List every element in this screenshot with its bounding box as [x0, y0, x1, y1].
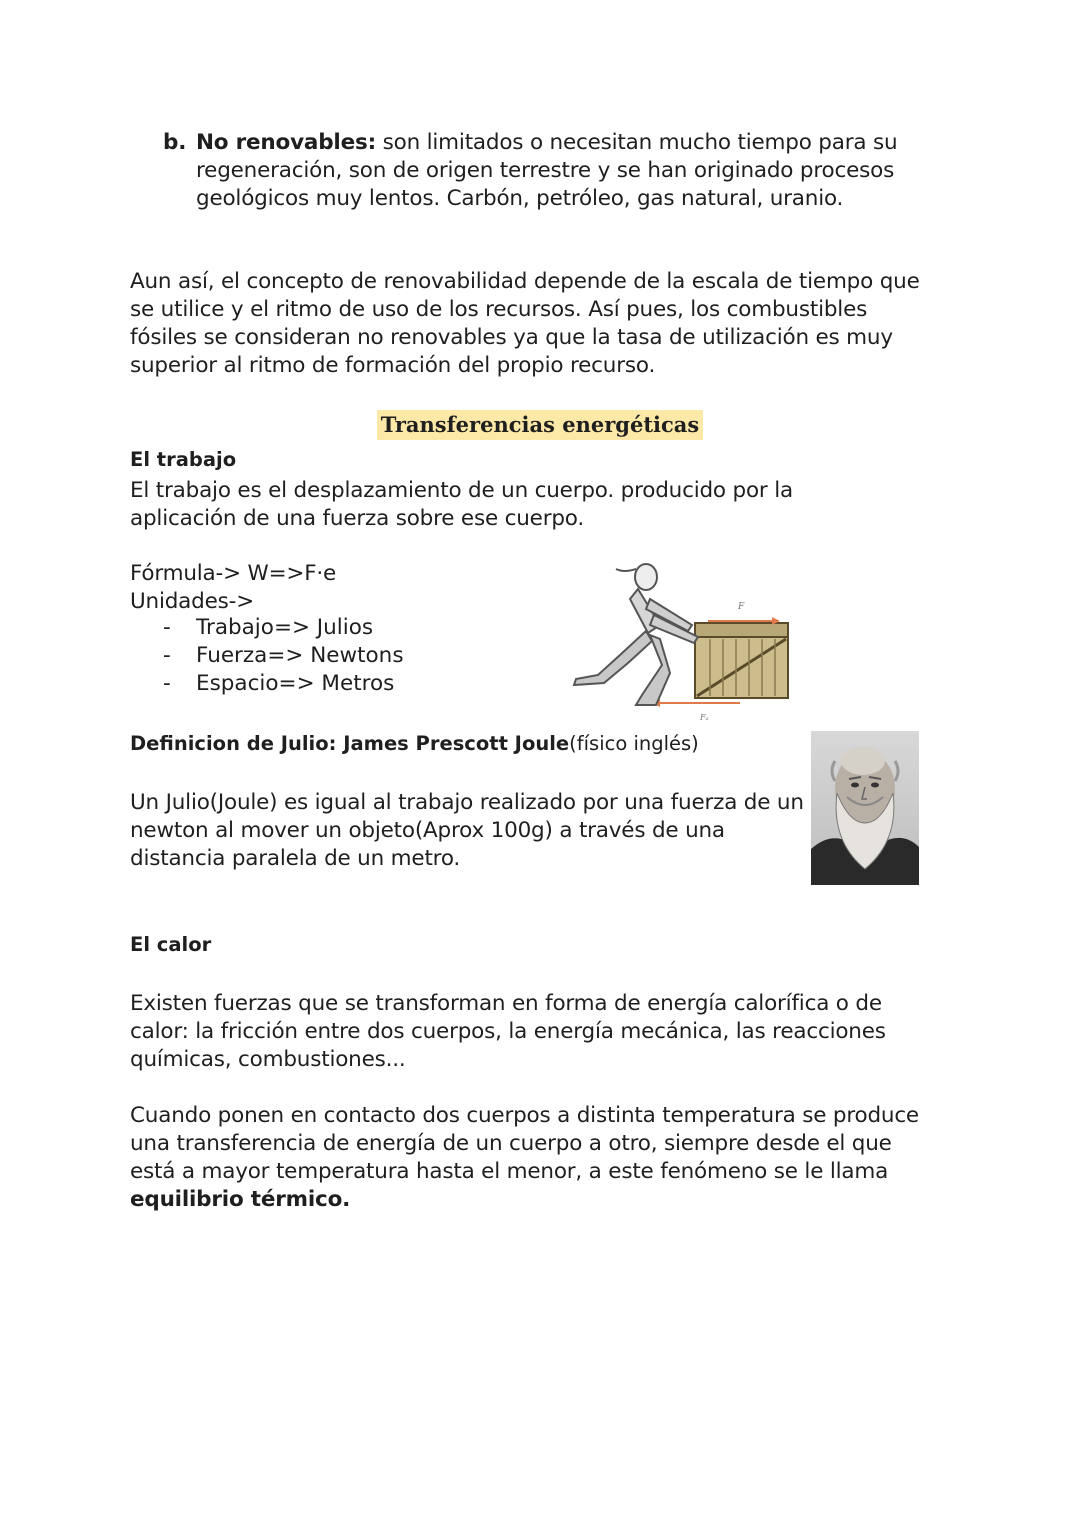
paragraph-trabajo: El trabajo es el desplazamiento de un cuerpo. producido por la aplicación de una fuerza sobre ese cuerpo.	[130, 478, 793, 531]
term-equilibrio-termico: equilibrio térmico	[130, 1187, 343, 1212]
paragraph-calor-1: Existen fuerzas que se transforman en forma de energía calorífica o de calor: la fricción entre dos cuerpos, la energía mecánica, las reacciones químicas, combustiones...	[130, 991, 886, 1072]
formula-line: Fórmula-> W=>F·e	[130, 561, 337, 586]
section-title: Transferencias energéticas	[377, 410, 703, 440]
heading-calor: El calor	[130, 933, 212, 956]
list-item-text: son limitados o necesitan mucho tiempo para su regeneración, son de origen terrestre y se han originado procesos geológicos muy lentos. Carbón, petróleo, gas natural, uranio.	[196, 130, 898, 211]
person-pushing-crate-illustration	[560, 555, 800, 725]
julio-definition-rest: (físico inglés)	[569, 732, 699, 755]
paragraph-julio: Un Julio(Joule) es igual al trabajo realizado por una fuerza de un newton al mover un objeto(Aprox 100g) a través de una distancia paralela de un metro.	[130, 790, 804, 871]
units-label: Unidades->	[130, 589, 255, 614]
force-label: F	[738, 602, 745, 612]
joule-portrait-image	[811, 731, 919, 885]
paragraph-calor-2-text: Cuando ponen en contacto dos cuerpos a distinta temperatura se produce una transferencia de energía de un cuerpo a otro, siempre desde el que está a mayor temperatura hasta el menor, a este fenómeno se le llama	[130, 1103, 919, 1184]
list-marker: b.	[163, 130, 187, 155]
units-list-item	[163, 642, 404, 670]
units-item-text: Fuerza=> Newtons	[196, 643, 404, 668]
section-title-wrap	[0, 410, 1080, 440]
list-item-body	[196, 129, 936, 213]
paragraph-calor-2	[130, 1102, 930, 1214]
units-list-item	[163, 670, 404, 698]
julio-definition-heading	[130, 731, 699, 757]
units-item-text: Trabajo=> Julios	[196, 615, 374, 640]
units-list-item	[163, 614, 404, 642]
units-list	[163, 614, 404, 698]
list-item-lead: No renovables:	[196, 130, 376, 155]
friction-label: Fₐ	[700, 713, 709, 722]
heading-trabajo: El trabajo	[130, 448, 237, 471]
julio-definition-bold: Definicion de Julio: James Prescott Joule	[130, 732, 570, 755]
paragraph-renovabilidad: Aun así, el concepto de renovabilidad depende de la escala de tiempo que se utilice y el ritmo de uso de los recursos. Así pues, los combustibles fósiles se consideran no renovables ya que la tasa de utilización es muy superior al ritmo de formación del propio recurso.	[130, 269, 920, 378]
paragraph-calor-2-end: .	[342, 1187, 351, 1212]
crate-shape	[695, 623, 788, 698]
bullet-dash: -	[163, 643, 171, 668]
units-item-text: Espacio=> Metros	[196, 671, 395, 696]
person-figure	[574, 564, 698, 705]
bullet-dash: -	[163, 615, 171, 640]
bullet-dash: -	[163, 671, 171, 696]
